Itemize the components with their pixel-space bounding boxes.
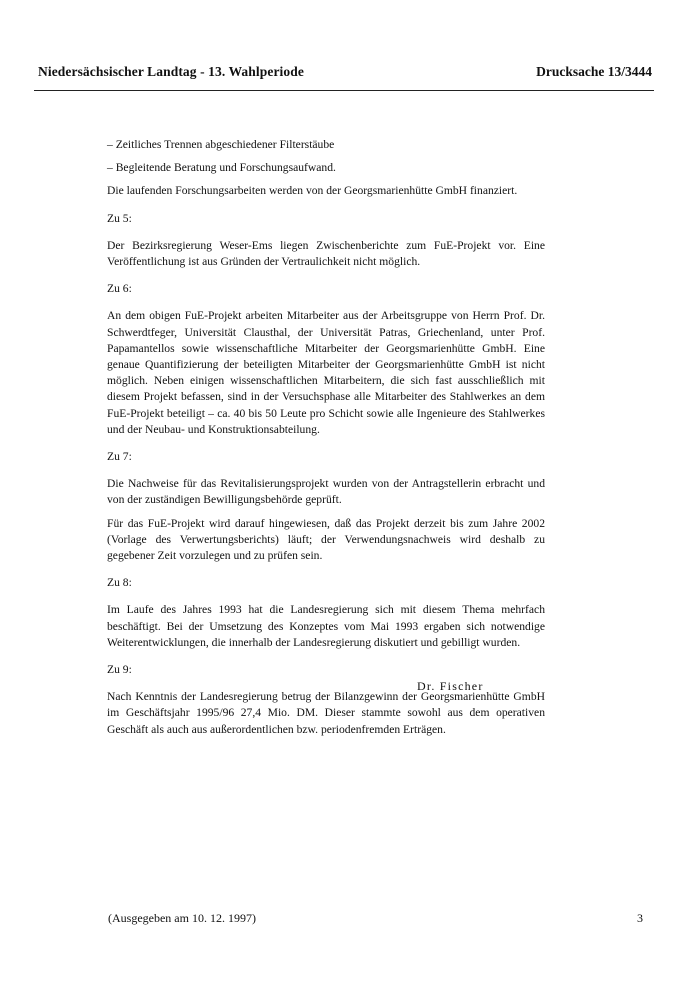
section-heading: Zu 8: <box>107 576 132 590</box>
paragraph: Für das FuE-Projekt wird darauf hingewiesen, daß das Projekt derzeit bis zum Jahre 2002 (Vorlage des Verwertungsberichts) läuft; der Verwendungsnachweis wird deshalb zu gegebener Zeit vorzulegen und zu prüfen sein. <box>107 516 545 563</box>
header-title: Niedersächsischer Landtag - 13. Wahlperiode <box>38 64 304 79</box>
paragraph: Im Laufe des Jahres 1993 hat die Landesregierung sich mit diesem Thema mehrfach beschäftigt. Bei der Umsetzung des Konzeptes vom Mai 1993 ergaben sich notwendige Weiterentwicklungen, die innerhalb der Landesregierung diskutiert und gebilligt wurden. <box>107 603 545 649</box>
section-heading: Zu 5: <box>107 211 132 225</box>
page-number: 3 <box>637 911 643 925</box>
list-item: – Zeitliches Trennen abgeschiedener Filterstäube <box>107 138 335 151</box>
document-number: Drucksache 13/3444 <box>536 64 652 79</box>
list-item: – Begleitende Beratung und Forschungsaufwand. <box>107 161 336 175</box>
header-rule <box>34 90 654 91</box>
paragraph: Die laufenden Forschungsarbeiten werden von der Georgsmarienhütte GmbH finanziert. <box>107 184 518 198</box>
document-body <box>107 137 545 745</box>
section-heading: Zu 7: <box>107 450 132 464</box>
signature: Dr. Fischer <box>417 679 484 693</box>
paragraph: Nach Kenntnis der Landesregierung betrug der Bilanzgewinn der Georgsmarienhütte GmbH im Geschäftsjahr 1995/96 27,4 Mio. DM. Dieser stammte sowohl aus dem operativen Geschäft als auch aus außerordentlichen bzw. periodenfremden Erträgen. <box>107 690 545 736</box>
issue-date: (Ausgegeben am 10. 12. 1997) <box>108 911 256 925</box>
paragraph: An dem obigen FuE-Projekt arbeiten Mitarbeiter aus der Arbeitsgruppe von Herrn Prof. Dr. Schwerdtfeger, Universität Clausthal, der Universität Patras, Griechenland, unter Prof. Papamantellos sowie wissenschaftliche Mitarbeiter der Georgsmarienhütte GmbH. Eine genaue Quantifizierung der beteiligten Mitarbeiter der Georgsmarienhütte GmbH ist nicht möglich. Neben einigen wissenschaftlichen Mitarbeitern, die sich fast ausschließlich mit diesem Projekt befassen, sind in der Versuchsphase alle Mitarbeiter des Stahlwerkes an dem FuE-Projekt beteiligt – ca. 40 bis 50 Leute pro Schicht sowie alle Ingenieure des Stahlwerkes und der Neubau- und Konstruktionsabteilung. <box>107 309 545 436</box>
paragraph: Die Nachweise für das Revitalisierungsprojekt wurden von der Antragstellerin erbracht und von der zuständigen Bewilligungsbehörde geprüft. <box>107 477 545 507</box>
section-heading: Zu 9: <box>107 663 132 677</box>
section-heading: Zu 6: <box>107 282 132 296</box>
paragraph: Der Bezirksregierung Weser-Ems liegen Zwischenberichte zum FuE-Projekt vor. Eine Veröffentlichung ist aus Gründen der Vertraulichkeit nicht möglich. <box>107 238 545 269</box>
